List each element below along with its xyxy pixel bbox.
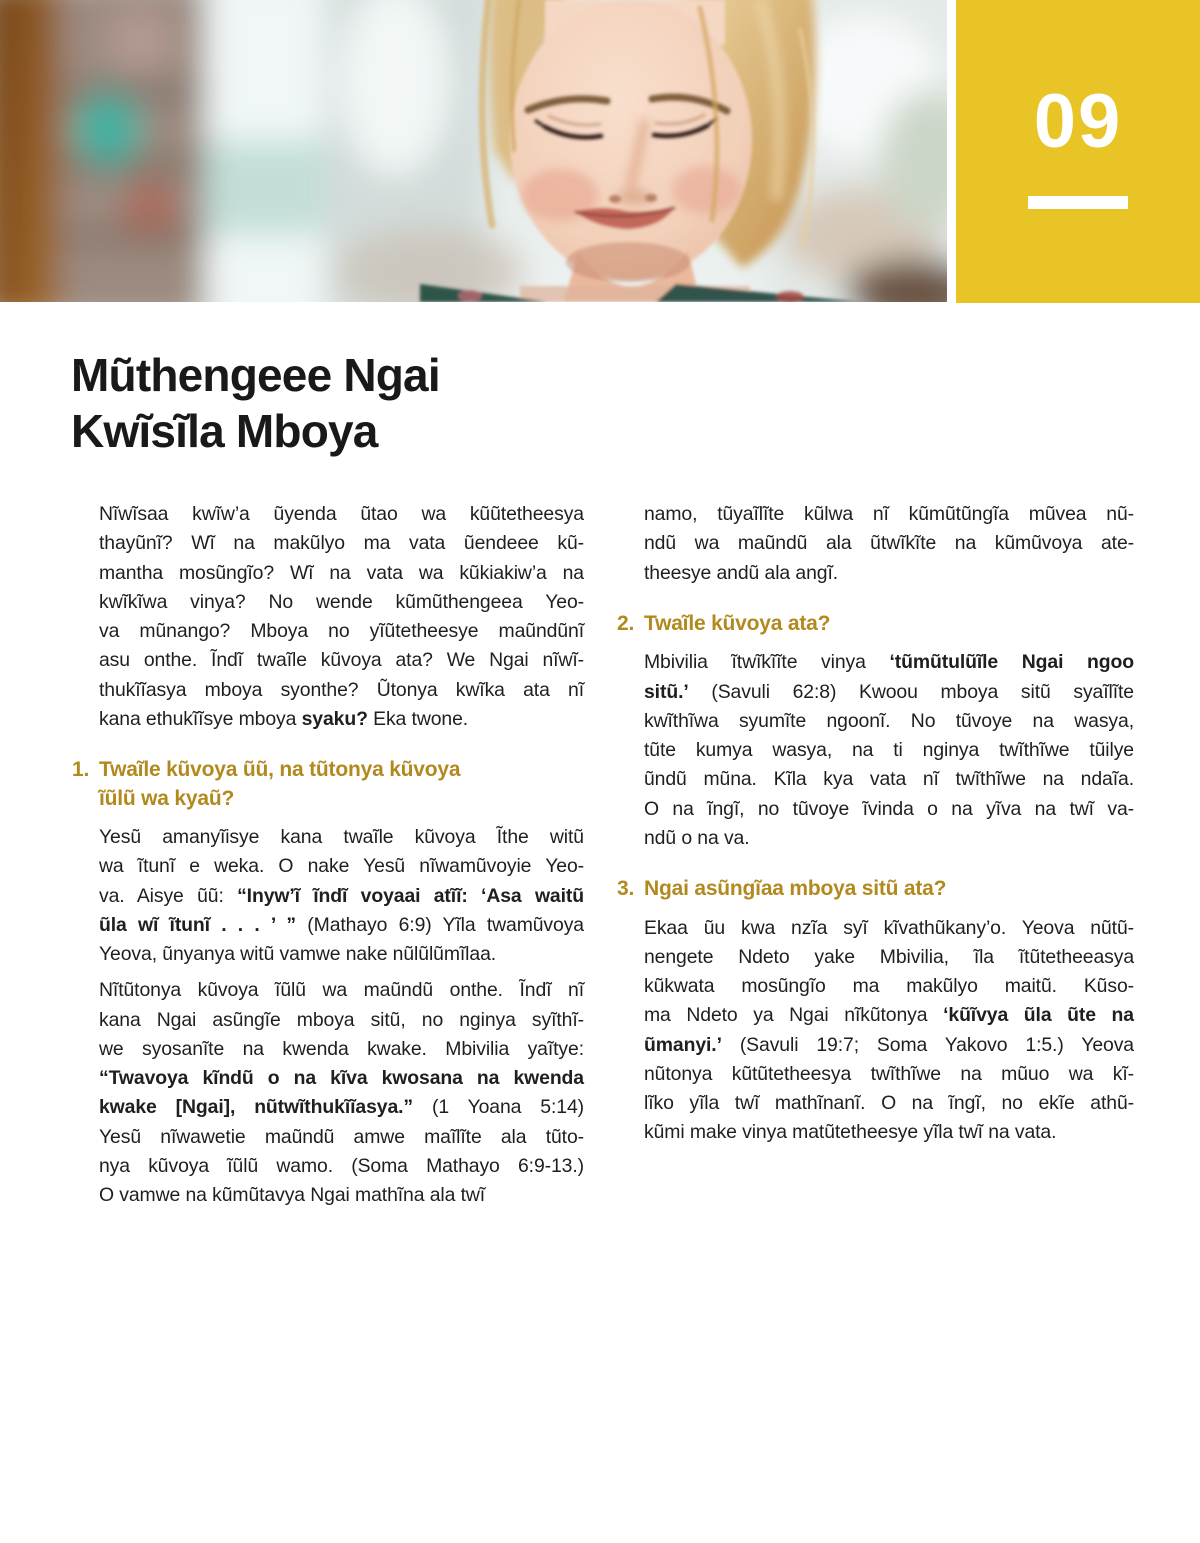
page-title-line-1: Mũthengeee Ngai bbox=[71, 349, 440, 401]
text-line: nya kũvoya ĩũlũ wamo. (Soma Mathayo 6:9-13.) bbox=[99, 1154, 584, 1177]
heading-line: Ngai asũngĩaa mboya sitũ ata? bbox=[644, 877, 947, 900]
text-line: theesye andũ ala angĩ. bbox=[644, 561, 839, 584]
text-line: ũndũ mũna. Kĩla kya vata nĩ twĩthĩwe na ndaĩa. bbox=[644, 768, 1134, 791]
page-title-line-2: Kwĩsĩla Mboya bbox=[71, 405, 378, 457]
text-line: Yeova, ũnyanya witũ vamwe nake nũlũlũmĩlaa. bbox=[99, 943, 497, 965]
text-line: ndũ o na va. bbox=[644, 826, 750, 849]
section-number: 1. bbox=[72, 758, 90, 781]
text-line: kana ethukĩĩsye mboya syaku? Eka twone. bbox=[99, 707, 469, 730]
text-line: O na ĩngĩ, no tũvoye ĩvinda o na yĩva na twĩ va- bbox=[644, 797, 1134, 820]
text-line: kwĩthĩwa syumĩte ngoonĩ. No tũvoye na wasya, bbox=[644, 709, 1134, 732]
text-line: Ekaa ũu kwa nzĩa syĩ kĩvathũkany’o. Yeova nũtũ- bbox=[644, 916, 1134, 939]
text-line: kũmi make vinya matũtetheesye yĩla twĩ na vata. bbox=[644, 1121, 1057, 1144]
heading-line: Twaĩle kũvoya ũũ, na tũtonya kũvoya bbox=[99, 758, 461, 781]
text-line: ndũ wa maũndũ ala ũtwĩkĩte na kũmũvoya ate- bbox=[644, 532, 1134, 555]
text-line: “Twavoya kĩndũ o na kĩva kwosana na kwenda bbox=[99, 1067, 584, 1089]
text-line: ma Ndeto ya Ngai nĩkũtonya ‘kũĩvya ũla ũte na bbox=[644, 1004, 1134, 1027]
text-line: Nĩtũtonya kũvoya ĩũlũ wa maũndũ onthe. Ĩndĩ nĩ bbox=[99, 979, 584, 1002]
text-line: va mũnango? Mboya no yĩũtetheesye maũndũnĩ bbox=[99, 620, 584, 642]
paragraph bbox=[617, 648, 1134, 853]
paragraph bbox=[72, 500, 584, 734]
lesson-number: 09 bbox=[1033, 79, 1123, 164]
text-line: Mbivilia ĩtwĩkĩĩte vinya ‘tũmũtulũĩle Ngai ngoo bbox=[644, 651, 1134, 674]
lesson-number-badge bbox=[956, 0, 1200, 303]
paragraph bbox=[72, 823, 584, 969]
text-line: sitũ.’ (Savuli 62:8) Kwoou mboya sitũ syaĩlĩte bbox=[644, 680, 1134, 703]
text-line: kwake [Ngai], nũtwĩthukĩĩasya.” (1 Yoana 5:14) bbox=[99, 1096, 584, 1119]
text-line: ũla wĩ ĩtunĩ . . . ’ ” (Mathayo 6:9) Yĩla twamũvoya bbox=[99, 913, 584, 936]
paragraph bbox=[617, 914, 1134, 1148]
hero-photo bbox=[0, 0, 947, 302]
lesson-number-underline bbox=[1028, 196, 1128, 209]
text-line: thayũnĩ? Wĩ na makũlyo ma vata ũendeee kũ- bbox=[99, 532, 584, 555]
text-line: thukĩĩasya mboya syonthe? Ũtonya kwĩka ata nĩ bbox=[99, 678, 584, 701]
section-heading bbox=[72, 756, 584, 813]
text-line: lĩko yĩla twĩ mathĩnanĩ. O na ĩngĩ, no ekĩe athũ- bbox=[644, 1092, 1134, 1114]
article-column-right bbox=[617, 500, 1134, 1155]
section-heading bbox=[617, 610, 1134, 639]
hero-photo-illustration bbox=[0, 0, 947, 302]
text-line: we syosanĩte na kwenda kwake. Mbivilia yaĩtye: bbox=[99, 1037, 584, 1060]
text-line: Yesũ nĩwawetie maũndũ amwe maĩlĩte ala tũto- bbox=[99, 1125, 584, 1148]
paragraph bbox=[617, 500, 1134, 588]
section-heading bbox=[617, 875, 1134, 904]
text-line: kana Ngai asũngĩe mboya sitũ, no nginya syĩthĩ- bbox=[99, 1008, 584, 1031]
text-line: Yesũ amanyĩisye kana twaĩle kũvoya Ĩthe witũ bbox=[99, 826, 584, 848]
text-line: nũtonya kũtũtetheesya twĩthĩwe na mũuo wa kĩ- bbox=[644, 1062, 1134, 1085]
section-number: 3. bbox=[617, 877, 635, 900]
text-line: wa ĩtunĩ e weka. O nake Yesũ nĩwamũvoyie Yeo- bbox=[99, 855, 584, 878]
text-line: kwĩkĩwa vinya? No wende kũmũthengeea Yeo- bbox=[99, 590, 584, 613]
article-column-left bbox=[72, 500, 584, 1217]
paragraph bbox=[72, 976, 584, 1210]
text-line: nengete Ndeto yake Mbivilia, ĩla ĩtũtetheeasya bbox=[644, 945, 1134, 968]
text-line: asu onthe. Ĩndĩ twaĩle kũvoya ata? We Ngai nĩwĩ- bbox=[99, 649, 584, 672]
text-line: O vamwe na kũmũtavya Ngai mathĩna ala twĩ bbox=[99, 1184, 486, 1206]
text-line: kũkwata mosũngĩo ma makũlyo maitũ. Kũso- bbox=[644, 975, 1134, 997]
text-line: Nĩwĩsaa kwĩw’a ũyenda ũtao wa kũũtetheesya bbox=[99, 503, 584, 525]
text-line: namo, tũyaĩlĩte kũlwa nĩ kũmũtũngĩa mũvea nũ- bbox=[644, 503, 1134, 525]
text-line: va. Aisye ũũ: “Inyw’ĩ ĩndĩ voyaai atĩĩ: ‘Asa waitũ bbox=[99, 884, 584, 907]
section-number: 2. bbox=[617, 611, 635, 635]
page-title bbox=[71, 347, 440, 459]
heading-line: ĩũlũ wa kyaũ? bbox=[99, 786, 235, 810]
text-line: ũmanyi.’ (Savuli 19:7; Soma Yakovo 1:5.) Yeova bbox=[644, 1033, 1134, 1056]
text-line: mantha mosũngĩo? Wĩ na vata wa kũkiakiw’a na bbox=[99, 561, 584, 584]
heading-line: Twaĩle kũvoya ata? bbox=[644, 611, 831, 635]
text-line: tũte kumya wasya, na ti nginya twĩthĩwe tũilye bbox=[644, 739, 1134, 761]
